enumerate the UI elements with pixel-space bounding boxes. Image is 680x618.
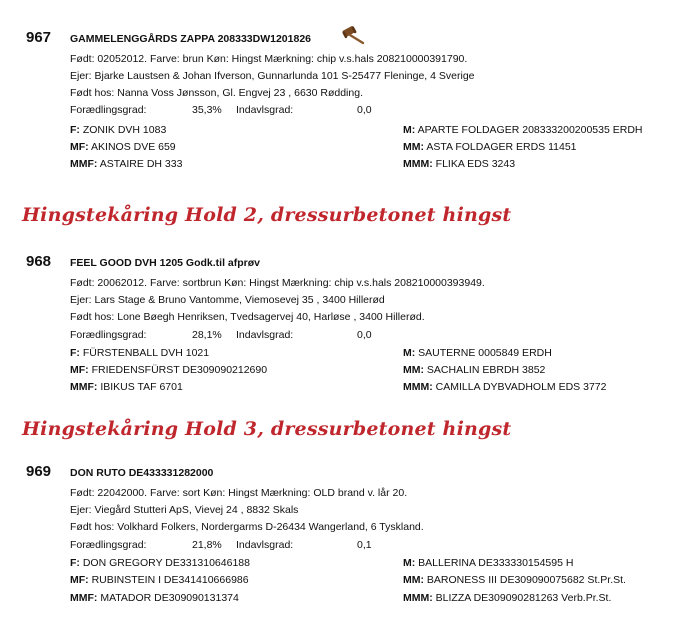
breeding-grade-value: 35,3% (192, 104, 222, 116)
pedigree-mmf: MMF: MATADOR DE309090131374 (70, 592, 239, 604)
section-heading-hold-2: Hingstekåring Hold 2, dressurbetonet hingst (22, 204, 512, 226)
breeding-grade-label: Forædlingsgrad: (70, 539, 147, 551)
pedigree-mmm: MMM: CAMILLA DYBVADHOLM EDS 3772 (403, 381, 607, 393)
horse-name: DON RUTO DE433331282000 (70, 467, 214, 479)
breeder-line: Født hos: Lone Bøegh Henriksen, Tvedsagervej 40, Harløse , 3400 Hillerød. (70, 311, 425, 323)
pedigree-m: M: APARTE FOLDAGER 208333200200535 ERDH (403, 124, 643, 136)
entry-number: 967 (26, 29, 52, 46)
breeder-line: Født hos: Volkhard Folkers, Nordergarms D-26434 Wangerland, 6 Tyskland. (70, 521, 424, 533)
pedigree-mf: MF: FRIEDENSFÜRST DE309090212690 (70, 364, 268, 376)
born-line: Født: 20062012. Farve: sortbrun Køn: Hingst Mærkning: chip v.s.hals 208210000393949. (70, 277, 485, 289)
breeding-grade-value: 21,8% (192, 539, 222, 551)
inbreeding-label: Indavlsgrad: (236, 329, 294, 341)
gavel-icon (340, 26, 366, 46)
born-line: Født: 02052012. Farve: brun Køn: Hingst Mærkning: chip v.s.hals 208210000391790. (70, 53, 468, 65)
horse-name: GAMMELENGGÅRDS ZAPPA 208333DW1201826 (70, 33, 311, 45)
pedigree-f: F: ZONIK DVH 1083 (70, 124, 167, 136)
breeding-grade-value: 28,1% (192, 329, 222, 341)
inbreeding-value: 0,0 (357, 329, 372, 341)
pedigree-mmm: MMM: FLIKA EDS 3243 (403, 158, 516, 170)
inbreeding-value: 0,1 (357, 539, 372, 551)
pedigree-m: M: SAUTERNE 0005849 ERDH (403, 347, 552, 359)
pedigree-mmm: MMM: BLIZZA DE309090281263 Verb.Pr.St. (403, 592, 612, 604)
owner-line: Ejer: Viegård Stutteri ApS, Vievej 24 , 8832 Skals (70, 504, 299, 516)
pedigree-f: F: FÜRSTENBALL DVH 1021 (70, 347, 210, 359)
pedigree-mm: MM: BARONESS III DE309090075682 St.Pr.St. (403, 574, 626, 586)
pedigree-mm: MM: ASTA FOLDAGER ERDS 11451 (403, 141, 577, 153)
owner-line: Ejer: Bjarke Laustsen & Johan Ifverson, Gunnarlunda 101 S-25477 Fleninge, 4 Sverige (70, 70, 475, 82)
pedigree-mm: MM: SACHALIN EBRDH 3852 (403, 364, 546, 376)
entry-number: 969 (26, 463, 52, 480)
inbreeding-value: 0,0 (357, 104, 372, 116)
breeder-line: Født hos: Nanna Voss Jønsson, Gl. Engvej 23 , 6630 Rødding. (70, 87, 363, 99)
breeding-grade-label: Forædlingsgrad: (70, 104, 147, 116)
pedigree-mmf: MMF: ASTAIRE DH 333 (70, 158, 183, 170)
pedigree-mf: MF: AKINOS DVE 659 (70, 141, 176, 153)
pedigree-m: M: BALLERINA DE333330154595 H (403, 557, 574, 569)
section-heading-hold-3: Hingstekåring Hold 3, dressurbetonet hingst (22, 418, 512, 440)
owner-line: Ejer: Lars Stage & Bruno Vantomme, Viemosevej 35 , 3400 Hillerød (70, 294, 385, 306)
pedigree-f: F: DON GREGORY DE331310646188 (70, 557, 250, 569)
born-line: Født: 22042000. Farve: sort Køn: Hingst Mærkning: OLD brand v. lår 20. (70, 487, 408, 499)
breeding-grade-label: Forædlingsgrad: (70, 329, 147, 341)
inbreeding-label: Indavlsgrad: (236, 104, 294, 116)
pedigree-mf: MF: RUBINSTEIN I DE341410666986 (70, 574, 249, 586)
inbreeding-label: Indavlsgrad: (236, 539, 294, 551)
entry-number: 968 (26, 253, 52, 270)
horse-name: FEEL GOOD DVH 1205 Godk.til afprøv (70, 257, 261, 269)
pedigree-mmf: MMF: IBIKUS TAF 6701 (70, 381, 183, 393)
